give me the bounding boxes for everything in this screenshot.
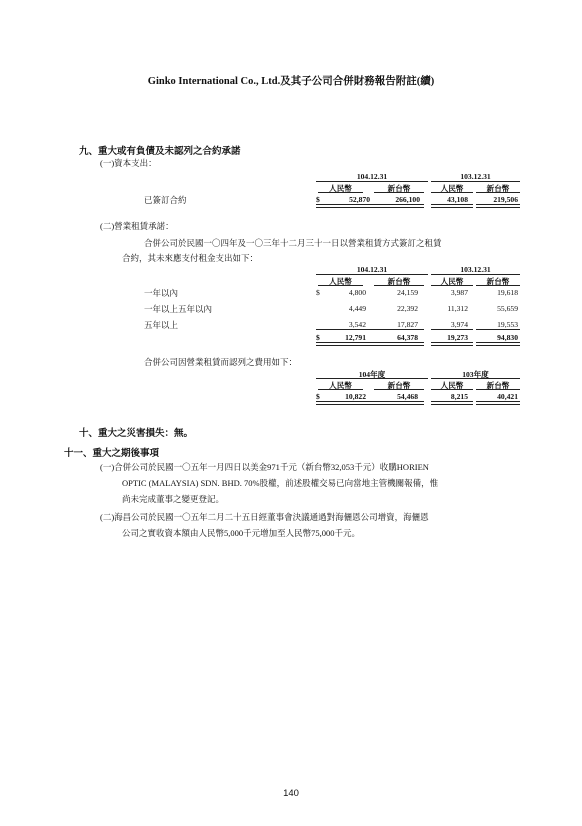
subsequent-event-line: OPTIC (MALAYSIA) SDN. BHD. 70%股權，前述股權交易已向當地主管機關報備，惟 [122, 478, 439, 488]
currency-header: 人民幣 [440, 184, 464, 193]
section-10-heading: 十、重大之災害損失：無。 [79, 429, 194, 439]
lease-paragraph-line: 合併公司於民國一〇四年及一〇三年十二月三十一日以營業租賃方式簽訂之租賃 [144, 238, 442, 248]
table-cell: 4,800 [348, 288, 366, 297]
table-cell: 24,159 [397, 288, 418, 297]
currency-header: 新台幣 [486, 277, 510, 286]
table-cell-total: 64,378 [397, 333, 418, 342]
table-cell-total: 19,273 [447, 333, 468, 342]
table-cell: 19,553 [497, 320, 518, 329]
dollar-sign: $ [316, 288, 320, 297]
table-cell: 55,659 [497, 304, 518, 313]
subsequent-event-line: 公司之實收資本額由人民幣5,000千元增加至人民幣75,000千元。 [122, 528, 361, 538]
table-cell: 219,506 [493, 195, 518, 204]
row-label: 一年以上五年以內 [144, 304, 213, 314]
table-cell: 3,542 [348, 320, 366, 329]
table-cell: 17,827 [397, 320, 418, 329]
period-header: 103.12.31 [460, 172, 491, 181]
expense-label: 合併公司因營業租賃而認列之費用如下： [144, 357, 298, 367]
currency-header: 人民幣 [329, 381, 352, 390]
table-cell: 52,870 [349, 195, 370, 204]
table-cell: 40,421 [497, 392, 518, 401]
lease-label: (二)營業租賃承諾： [100, 221, 174, 231]
currency-header: 人民幣 [440, 381, 464, 390]
dollar-sign: $ [316, 195, 320, 204]
period-header: 103.12.31 [460, 265, 491, 274]
page-title: Ginko International Co., Ltd.及其子公司合併財務報告附註(續) [147, 76, 435, 87]
table-cell: 4,449 [348, 304, 366, 313]
period-header: 104.12.31 [356, 265, 388, 274]
row-label: 已簽訂合約 [144, 195, 187, 205]
table-cell: 3,987 [450, 288, 468, 297]
subsequent-event-line: (一)合併公司於民國一〇五年一月四日以美金971千元（新台幣32,053千元）收購HORIEN [100, 462, 429, 472]
table-cell: 266,100 [395, 195, 420, 204]
currency-header: 新台幣 [486, 381, 510, 390]
currency-header: 新台幣 [387, 184, 411, 193]
table-cell-total: 12,791 [345, 333, 366, 342]
capex-label: (一)資本支出： [100, 158, 157, 168]
row-label: 五年以上 [144, 320, 179, 330]
currency-header: 人民幣 [329, 184, 352, 193]
currency-header: 新台幣 [387, 381, 411, 390]
subsequent-event-line: 尚未完成董事之變更登記。 [122, 494, 225, 504]
currency-header: 人民幣 [440, 277, 464, 286]
currency-header: 人民幣 [329, 277, 352, 286]
table-cell: 10,822 [345, 392, 366, 401]
currency-header: 新台幣 [387, 277, 411, 286]
currency-header: 新台幣 [486, 184, 510, 193]
table-cell: 22,392 [397, 304, 418, 313]
lease-paragraph-line: 合約，其未來應支付租金支出如下： [122, 253, 259, 263]
dollar-sign: $ [316, 392, 320, 401]
section-11-heading: 十一、重大之期後事項 [64, 449, 160, 459]
table-cell: 8,215 [450, 392, 468, 401]
page-number: 140 [283, 788, 299, 799]
period-header: 104.12.31 [356, 172, 388, 181]
table-cell: 19,618 [497, 288, 518, 297]
table-cell: 54,468 [397, 392, 418, 401]
section-9-heading: 九、重大或有負債及未認列之合約承諾 [79, 147, 241, 157]
table-cell-total: 94,830 [497, 333, 518, 342]
table-cell: 3,974 [450, 320, 468, 329]
period-header: 103年度 [462, 370, 489, 379]
dollar-sign: $ [316, 333, 320, 342]
row-label: 一年以內 [144, 288, 179, 298]
period-header: 104年度 [358, 370, 386, 379]
table-cell: 43,108 [447, 195, 468, 204]
subsequent-event-line: (二)海昌公司於民國一〇五年二月二十五日經董事會決議通過對海儷恩公司增資，海儷恩 [100, 512, 429, 522]
table-cell: 11,312 [447, 304, 468, 313]
